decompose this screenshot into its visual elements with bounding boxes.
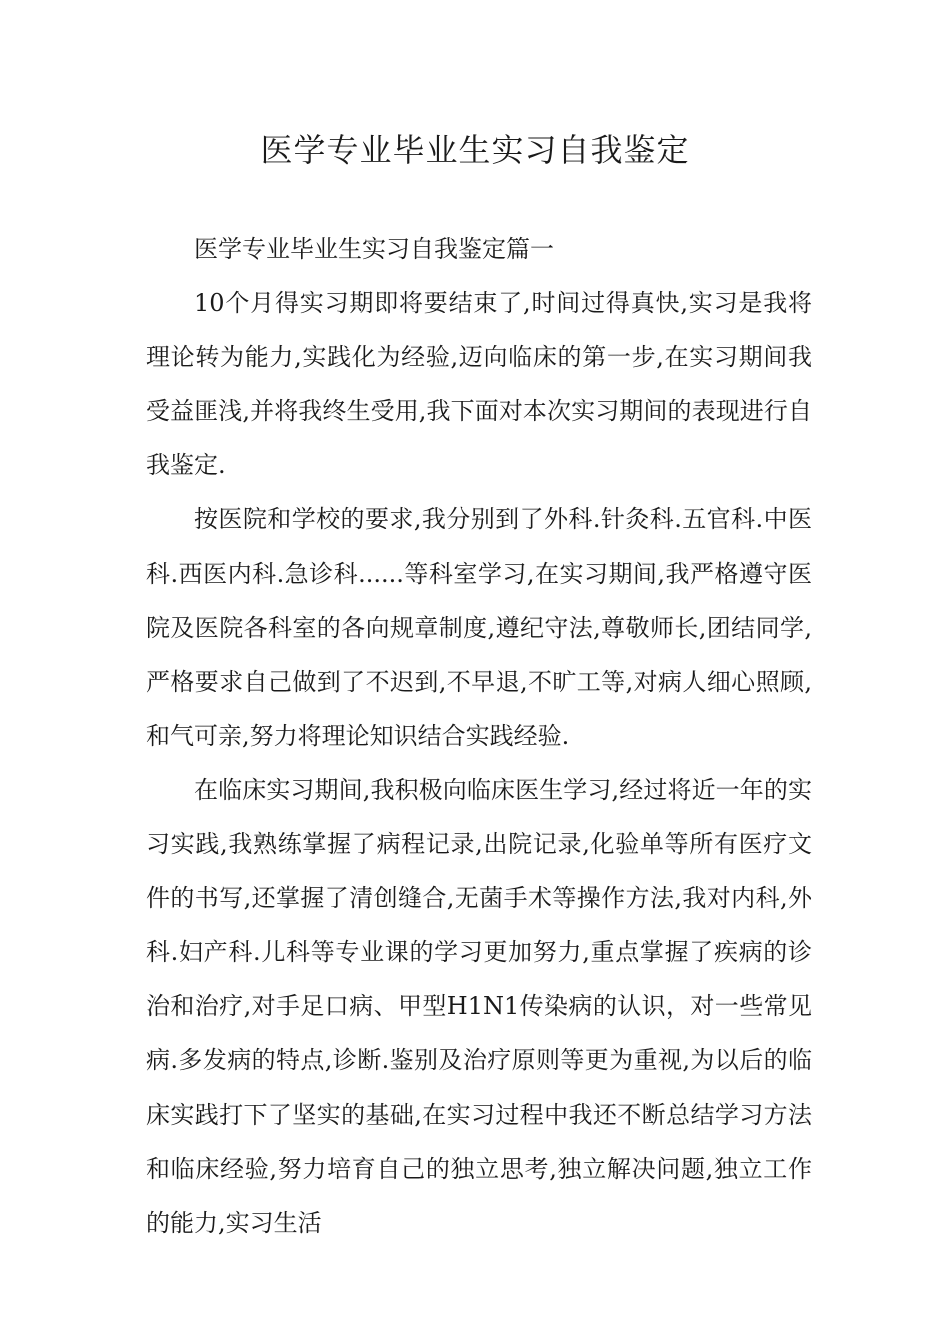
document-title: 医学专业毕业生实习自我鉴定 [260,131,690,169]
paragraph-clinical: 在临床实习期间,我积极向临床医生学习,经过将近一年的实习实践,我熟练掌握了病程记录,出院记录,化验单等所有医疗文件的书写,还掌握了清创缝合,无菌手术等操作方法,我对内科,外科.妇产科.儿科等专业课的学习更加努力,重点掌握了疾病的诊治和治疗,对手足口病、甲型H1N1传染病的认识，对一些常见病.多发病的特点,诊断.鉴别及治疗原则等更为重视,为以后的临床实践打下了坚实的基础,在实习过程中我还不断总结学习方法和临床经验,努力培育自己的独立思考,独立解决问题,独立工作的能力,实习生活 [146,775,812,1237]
paragraph-departments: 按医院和学校的要求,我分别到了外科.针灸科.五官科.中医科.西医内科.急诊科......等科室学习,在实习期间,我严格遵守医院及医院各科室的各向规章制度,遵纪守法,尊敬师长,团结同学,严格要求自己做到了不迟到,不早退,不旷工等,对病人细心照顾,和气可亲,努力将理论知识结合实践经验. [146,505,812,750]
document-body [146,222,812,1250]
paragraph-intro: 10个月得实习期即将要结束了,时间过得真快,实习是我将理论转为能力,实践化为经验,迈向临床的第一步,在实习期间我受益匪浅,并将我终生受用,我下面对本次实习期间的表现进行自我鉴定. [146,289,812,480]
section-heading: 医学专业毕业生实习自我鉴定篇一 [194,235,554,263]
